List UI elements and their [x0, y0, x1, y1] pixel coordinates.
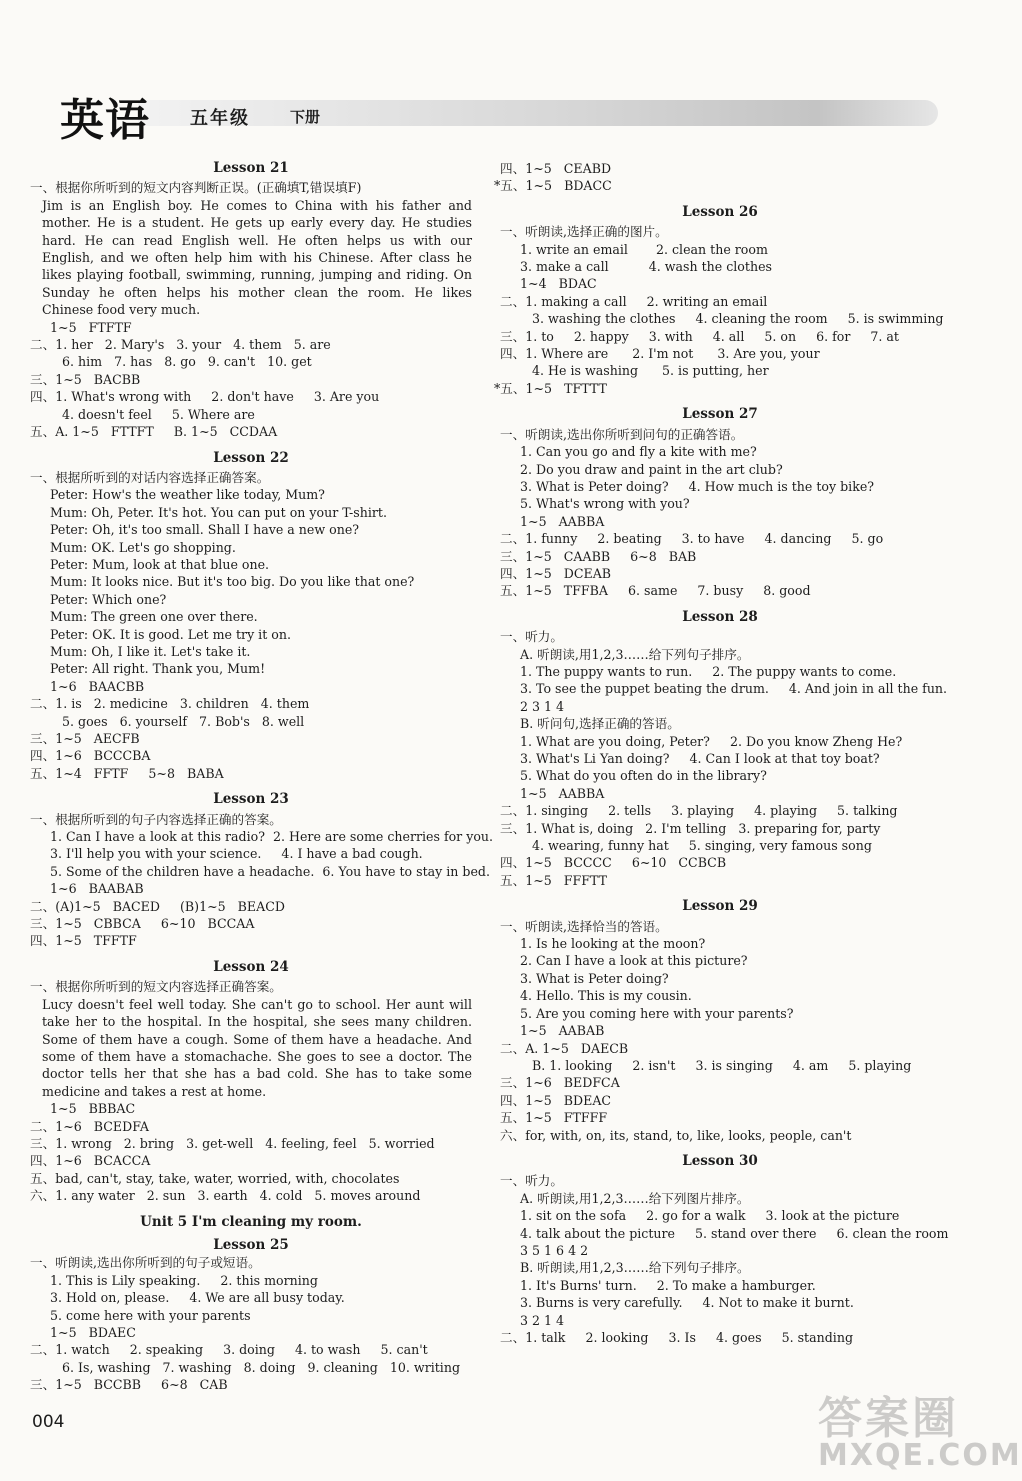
answer-line: 6. him 7. has 8. go 9. can't 10. get — [62, 354, 312, 370]
answer-line: 五、1~5 TFFBA 6. same 7. busy 8. good — [500, 583, 811, 599]
section-title: Lesson 23 — [213, 791, 289, 808]
answer-line: 4. Hello. This is my cousin. — [520, 988, 692, 1004]
answer-line: 1~6 BAABAB — [50, 881, 144, 897]
answer-line: 3. make a call 4. wash the clothes — [520, 259, 772, 275]
volume-label: 下册 — [290, 108, 321, 126]
answer-line: 四、1~5 BDEAC — [500, 1092, 612, 1108]
answer-line: 1. Can I have a look at this radio? 2. Here are some cherries for you. — [50, 829, 494, 845]
answer-line: 5. What's wrong with you? — [520, 496, 690, 512]
watermark-logo-text: 答案圈 — [818, 1393, 959, 1444]
answer-line: 一、根据你所听到的短文内容判断正误。(正确填T,错误填F) — [30, 180, 362, 196]
answer-line: 四、1~6 BCACCA — [30, 1153, 151, 1169]
answer-line: 六、for, with, on, its, stand, to, like, looks, people, can't — [500, 1127, 852, 1143]
answer-line: 5. What do you often do in the library? — [520, 768, 767, 784]
answer-line: 三、1~5 BCCBB 6~8 CAB — [30, 1377, 228, 1393]
answer-line: A. 听朗读,用1,2,3……给下列图片排序。 — [520, 1190, 750, 1206]
answer-line: 三、1~6 BEDFCA — [500, 1075, 620, 1091]
answer-line: Mum: The green one over there. — [50, 609, 258, 625]
page-number: 004 — [32, 1412, 65, 1432]
watermark-logo — [818, 1382, 1022, 1473]
grade-label: 五年级 — [190, 108, 250, 129]
passage-paragraph: Jim is an English boy. He comes to China with his father and mother. He is a student. He gets up early every day. He studies hard. He can read English well. He often helps us with our English, and we often help him with his Chinese. After class he likes playing football, swimming, running, jumping and riding. On Sunday he often helps his mother clean the room. He likes Chinese food very much. — [42, 197, 472, 318]
section-title: Unit 5 I'm cleaning my room. — [140, 1213, 362, 1230]
section-title: Lesson 24 — [213, 958, 289, 975]
answer-line: 3. To see the puppet beating the drum. 4. And join in all the fun. — [520, 681, 948, 697]
answer-line: B. 1. looking 2. isn't 3. is singing 4. am 5. playing — [532, 1057, 912, 1073]
answer-line: 1. The puppy wants to run. 2. The puppy wants to come. — [520, 663, 897, 679]
answer-line: 三、1. wrong 2. bring 3. get-well 4. feeling, feel 5. worried — [30, 1135, 435, 1151]
answer-line: 6. Is, washing 7. washing 8. doing 9. cleaning 10. writing — [62, 1359, 461, 1375]
passage-paragraph: Lucy doesn't feel well today. She can't go to school. Her aunt will take her to the hospital. In the hospital, she sees many children. Some of them have a cough. Some of them have a headache. And some of them have a stomachache. She goes to see a doctor. The doctor tells her that she has a bad cold. She has to take some medicine and takes a rest at home. — [42, 996, 472, 1099]
answer-line: Peter: All right. Thank you, Mum! — [50, 661, 266, 677]
answer-line: 五、A. 1~5 FTTFT B. 1~5 CCDAA — [30, 424, 278, 440]
left-column — [30, 160, 494, 1394]
answer-line: 1. Can you go and fly a kite with me? — [520, 444, 757, 460]
answer-line: Peter: OK. It is good. Let me try it on. — [50, 626, 291, 642]
answer-line: 二、1. funny 2. beating 3. to have 4. dancing 5. go — [500, 531, 884, 547]
answer-line: 5. Are you coming here with your parents? — [520, 1005, 794, 1021]
answer-line: 二、1. is 2. medicine 3. children 4. them — [30, 696, 310, 712]
answer-line: 二、1. her 2. Mary's 3. your 4. them 5. are — [30, 337, 331, 353]
answer-line: 1. What are you doing, Peter? 2. Do you know Zheng He? — [520, 733, 903, 749]
answer-line: 二、(A)1~5 BACED (B)1~5 BEACD — [30, 898, 285, 914]
section-title: Lesson 22 — [213, 449, 289, 466]
answer-line: 六、1. any water 2. sun 3. earth 4. cold 5. moves around — [30, 1188, 421, 1204]
watermark-url: MXQE.COM — [818, 1438, 1022, 1473]
answer-line: 一、听力。 — [500, 629, 563, 645]
answer-line: 一、听力。 — [500, 1173, 563, 1189]
answer-line: Mum: Oh, I like it. Let's take it. — [50, 643, 251, 659]
answer-line: *五、1~5 TFTTT — [494, 380, 607, 396]
answer-line: 3 2 1 4 — [520, 1312, 565, 1328]
answer-line: 4. He is washing 5. is putting, her — [532, 363, 769, 379]
answer-line: 三、1~5 CBBCA 6~10 BCCAA — [30, 916, 255, 932]
section-title: Lesson 25 — [213, 1236, 289, 1253]
answer-line: 1~4 BDAC — [520, 276, 597, 292]
answer-line: 二、A. 1~5 DAECB — [500, 1040, 629, 1056]
answer-line: 4. wearing, funny hat 5. singing, very famous song — [532, 838, 872, 854]
answer-line: 3. What is Peter doing? — [520, 970, 669, 986]
answer-line: 1~5 AABAB — [520, 1023, 605, 1039]
answer-line: 三、1. to 2. happy 3. with 4. all 5. on 6. for 7. at — [500, 328, 899, 344]
answer-line: A. 听朗读,用1,2,3……给下列句子排序。 — [520, 646, 750, 662]
answer-line: 5. goes 6. yourself 7. Bob's 8. well — [62, 713, 305, 729]
answer-line: B. 听问句,选择正确的答语。 — [520, 716, 680, 732]
answer-line: 3. washing the clothes 4. cleaning the room 5. is swimming — [532, 311, 944, 327]
answer-line: Mum: OK. Let's go shopping. — [50, 539, 236, 555]
answer-line: 一、根据所听到的对话内容选择正确答案。 — [30, 469, 270, 485]
answer-line: 一、听朗读,选择恰当的答语。 — [500, 918, 668, 934]
answer-line: 3. Burns is very carefully. 4. Not to make it burnt. — [520, 1295, 854, 1311]
answer-line: 2 3 1 4 — [520, 698, 565, 714]
answer-line: Peter: How's the weather like today, Mum? — [50, 487, 325, 503]
section-title: Lesson 26 — [682, 203, 758, 220]
answer-line: Peter: Oh, it's too small. Shall I have a new one? — [50, 522, 360, 538]
answer-line: 五、bad, can't, stay, take, water, worried, with, chocolates — [30, 1170, 400, 1186]
section-title: Lesson 28 — [682, 608, 758, 625]
answer-line: 四、1~5 CEABD — [500, 161, 612, 176]
subject-title: 英语 — [60, 95, 150, 146]
answer-line: 二、1. singing 2. tells 3. playing 4. playing 5. talking — [500, 803, 898, 819]
answer-line: 1~5 BBBAC — [50, 1101, 136, 1117]
answer-line: 一、根据你所听到的短文内容选择正确答案。 — [30, 979, 282, 995]
answer-line: 4. doesn't feel 5. Where are — [62, 406, 255, 422]
answer-line: 四、1. Where are 2. I'm not 3. Are you, your — [500, 346, 820, 362]
answer-line: 1~5 AABBA — [520, 785, 605, 801]
answer-line: B. 听朗读,用1,2,3……给下列句子排序。 — [520, 1260, 750, 1276]
answer-line: 五、1~4 FFTF 5~8 BABA — [30, 765, 224, 781]
answer-line: 3. I'll help you with your science. 4. I have a bad cough. — [50, 846, 423, 862]
answer-line: 一、根据所听到的句子内容选择正确的答案。 — [30, 811, 282, 827]
answer-line: Peter: Which one? — [50, 591, 167, 607]
section-title: Lesson 27 — [682, 406, 758, 423]
answer-line: 3 5 1 6 4 2 — [520, 1242, 589, 1258]
answer-line: 1~5 FTFTF — [50, 319, 132, 335]
answer-line: 四、1~5 BCCCC 6~10 CCBCB — [500, 855, 727, 871]
answer-line: 五、1~5 FTFFF — [500, 1110, 608, 1126]
answer-line: 二、1. making a call 2. writing an email — [500, 293, 768, 309]
answer-line: 2. Can I have a look at this picture? — [520, 953, 748, 969]
answer-line: 5. Some of the children have a headache. 6. You have to stay in bed. — [50, 863, 490, 879]
answer-line: 二、1. talk 2. looking 3. Is 4. goes 5. standing — [500, 1330, 854, 1345]
answer-line: 二、1~6 BCEDFA — [30, 1118, 149, 1134]
answer-line: 3. What is Peter doing? 4. How much is the toy bike? — [520, 478, 875, 494]
answer-line: 1. sit on the sofa 2. go for a walk 3. look at the picture — [520, 1208, 900, 1224]
answer-line: 一、听朗读,选出你所听到的句子或短语。 — [30, 1255, 261, 1271]
answer-line: 四、1~5 TFFTF — [30, 933, 137, 949]
answer-line: 1. It's Burns' turn. 2. To make a hamburger. — [520, 1277, 816, 1293]
answer-line: Mum: It looks nice. But it's too big. Do you like that one? — [50, 574, 415, 590]
answer-line: 2. Do you draw and paint in the art club? — [520, 461, 783, 477]
answer-line: 1. This is Lily speaking. 2. this morning — [50, 1272, 318, 1288]
answer-line: 一、听朗读,选出你所听到问句的正确答语。 — [500, 426, 744, 442]
page-header — [38, 84, 938, 146]
answer-line: 三、1~5 CAABB 6~8 BAB — [500, 548, 697, 564]
answer-line: 三、1. What is, doing 2. I'm telling 3. preparing for, party — [500, 820, 881, 836]
answer-line: 3. Hold on, please. 4. We are all busy today. — [50, 1290, 345, 1306]
answer-line: *五、1~5 BDACC — [494, 178, 612, 194]
answer-line: 3. What's Li Yan doing? 4. Can I look at that toy boat? — [520, 751, 880, 766]
answer-line: 1. write an email 2. clean the room — [520, 241, 768, 257]
answer-line: 四、1~5 DCEAB — [500, 565, 612, 581]
answer-line: 1~5 AABBA — [520, 513, 605, 529]
answer-line: 二、1. watch 2. speaking 3. doing 4. to wash 5. can't — [30, 1342, 428, 1358]
answer-line: 三、1~5 AECFB — [30, 731, 140, 746]
section-title: Lesson 21 — [213, 160, 289, 176]
answer-line: Mum: Oh, Peter. It's hot. You can put on your T-shirt. — [50, 504, 387, 520]
right-column — [494, 160, 949, 1346]
answer-line: 1. Is he looking at the moon? — [520, 936, 706, 952]
answer-line: 5. come here with your parents — [50, 1307, 251, 1323]
answer-line: 4. talk about the picture 5. stand over there 6. clean the room — [520, 1225, 949, 1241]
answer-line: 三、1~5 BACBB — [30, 371, 141, 387]
answer-line: Peter: Mum, look at that blue one. — [50, 556, 270, 572]
answer-line: 1~5 BDAEC — [50, 1325, 136, 1340]
section-title: Lesson 30 — [682, 1152, 758, 1169]
answer-line: 一、听朗读,选择正确的图片。 — [500, 224, 668, 240]
header-gradient-bar — [138, 100, 938, 126]
answer-line: 1~6 BAACBB — [50, 678, 145, 694]
section-title: Lesson 29 — [682, 898, 758, 915]
answer-line: 五、1~5 FFFTT — [500, 872, 608, 888]
answer-line: 四、1. What's wrong with 2. don't have 3. Are you — [30, 389, 380, 405]
answer-line: 四、1~6 BCCCBA — [30, 748, 151, 764]
